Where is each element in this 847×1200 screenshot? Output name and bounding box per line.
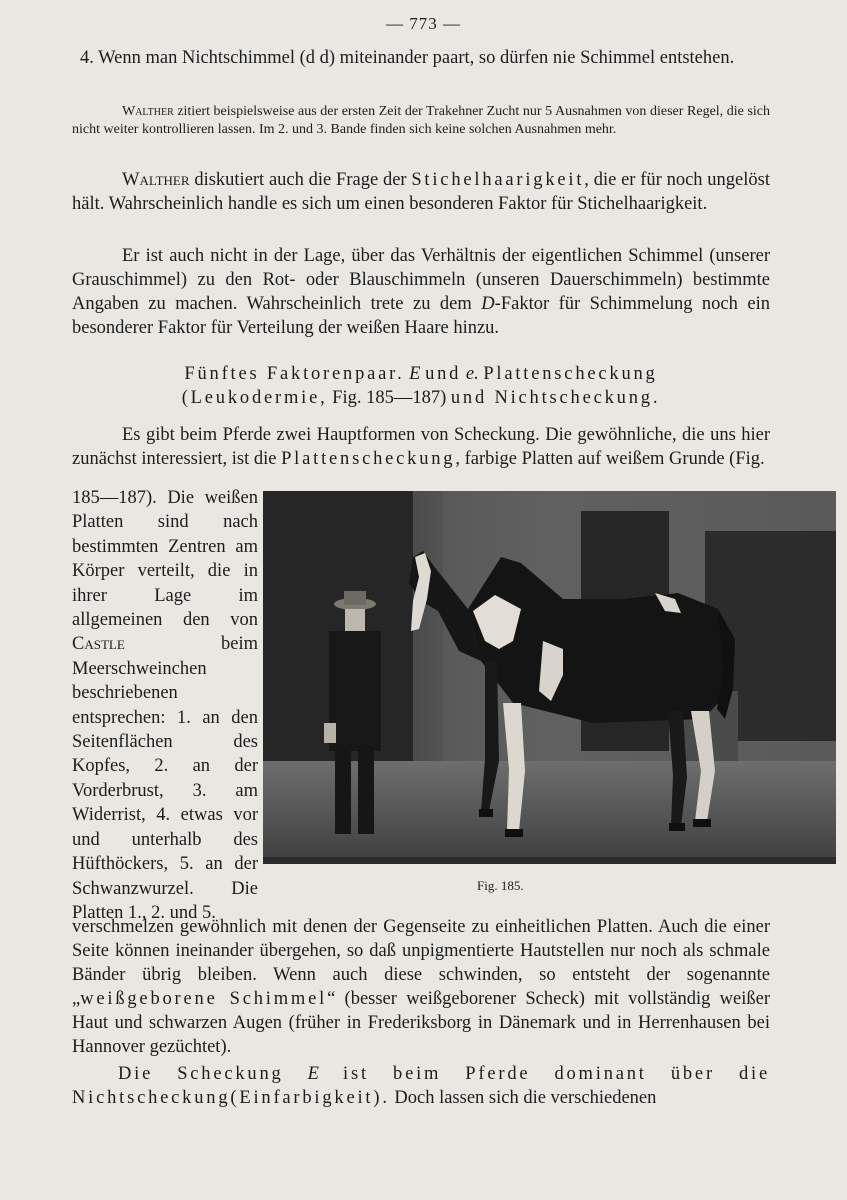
small-print-note: [72, 103, 770, 139]
verschmelzen-paragraph-block: [72, 915, 770, 1059]
horse-photograph: [263, 491, 836, 864]
spaced-term: ist beim Pferde dominant über die Nichtscheckung: [72, 1064, 770, 1108]
spaced-term: weißgeborene Schimmel: [80, 989, 328, 1009]
figure-caption: Fig. 185.: [477, 878, 524, 893]
verschmelzen-paragraph: [72, 915, 770, 1059]
wrapped-text-column: [72, 486, 258, 925]
factor-symbol: E: [409, 364, 421, 384]
text-run: diskutiert auch die Frage der: [189, 170, 412, 190]
spaced-term: Die Scheckung: [118, 1064, 308, 1084]
text-run: “ (besser weißgeborener Scheck) mit vollständig weißer Haut und schwarzen Augen (früher in Frederiksborg in Dänemark und in Herrenhausen bei Hannover gezüchtet).: [72, 989, 770, 1057]
text-run: Er ist auch nicht in der Lage, über das Verhältnis der eigentlichen Schimmel (unserer Grauschimmel) zu den Rot- oder Blauschimmeln (unseren Dauerschimmeln) bestimmte Angaben zu machen. Wahrscheinlich trete zu dem: [72, 246, 770, 314]
heading-word: Plattenscheckung: [483, 364, 658, 384]
spaced-term: (Einfarbigkeit).: [230, 1088, 390, 1108]
text-run: Es gibt beim Pferde zwei Hauptformen von Scheckung. Die gewöhnliche, die uns hier zunächst interessiert, ist die: [72, 425, 770, 469]
walther-paragraph-block: [72, 168, 770, 216]
author-name-walther: Walther: [122, 170, 190, 190]
factor-symbol: D: [481, 294, 495, 314]
dominance-paragraph: [72, 1062, 770, 1110]
text-run: verschmelzen gewöhnlich mit denen der Gegenseite zu einheitlichen Platten. Auch die einer Seite können ineinander übergehen, so daß unpigmentierte Hautstellen nur noch als schmale Bänder übrig bleiben. Wenn auch diese schwinden, so entsteht der sogenannte „: [72, 917, 770, 1009]
text-run: , die er für noch ungelöst hält. Wahrscheinlich handle es sich um einen besonderen Faktor für Stichelhaarigkeit.: [72, 170, 770, 214]
scheckung-paragraph-block: [72, 423, 770, 471]
horse-photo-illustration: [263, 491, 836, 864]
factor-symbol: e.: [465, 364, 479, 384]
text-run: -Faktor für Schimmelung noch ein besonderer Faktor für Verteilung der weißen Haare hinzu.: [72, 294, 770, 338]
spaced-term: Plattenscheckung: [281, 449, 456, 469]
section-heading-line-1: [72, 362, 770, 386]
author-name-walther: Walther: [122, 104, 174, 119]
section-heading-line-2: [72, 386, 770, 410]
heading-word: und: [425, 364, 462, 384]
point-4-paragraph: 4. Wenn man Nichtschimmel (d d) miteinander paart, so dürfen nie Schimmel entstehen.: [80, 48, 735, 68]
text-run: , farbige Platten auf weißem Grunde (Fig.: [455, 449, 765, 469]
heading-title: Fünftes Faktorenpaar.: [184, 364, 405, 384]
text-run: Doch lassen sich die verschiedenen: [389, 1088, 657, 1108]
text-run: beim Meerschweinchen beschriebenen entsprechen: 1. an den Seitenflächen des Kopfes, 2. an der Vorderbrust, 3. am Widerrist, 4. etwas vor und unterhalb des Hüfthöckers, 5. an der Schwanzwurzel. Die Platten 1., 2. und 5.: [72, 634, 258, 923]
heading-word: (Leukodermie,: [181, 388, 328, 408]
scheckung-paragraph: [72, 423, 770, 471]
figure-reference: Fig. 185—187): [332, 388, 447, 408]
text-run: 185—187). Die weißen Platten sind nach bestimmten Zentren am Körper verteilt, die in ihrer Lage im allgemeinen den von: [72, 488, 258, 631]
author-name-castle: Castle: [72, 634, 125, 655]
point-4-block: [72, 46, 770, 70]
spaced-term: Stichelhaarigkeit: [411, 170, 585, 190]
small-note-paragraph: [72, 103, 770, 139]
lage-paragraph: [72, 244, 770, 340]
section-heading: [72, 362, 770, 410]
dominance-paragraph-block: [72, 1062, 770, 1110]
walther-paragraph: [72, 168, 770, 216]
heading-word: und Nichtscheckung.: [450, 388, 661, 408]
lage-paragraph-block: [72, 244, 770, 340]
page-number: — 773 —: [386, 14, 461, 33]
small-note-text: zitiert beispielsweise aus der ersten Zeit der Trakehner Zucht nur 5 Ausnahmen von dieser Regel, die sich nicht weiter kontrollieren lassen. Im 2. und 3. Bande finden sich keine solchen Ausnahmen mehr.: [72, 104, 770, 137]
factor-symbol: E: [307, 1064, 319, 1084]
